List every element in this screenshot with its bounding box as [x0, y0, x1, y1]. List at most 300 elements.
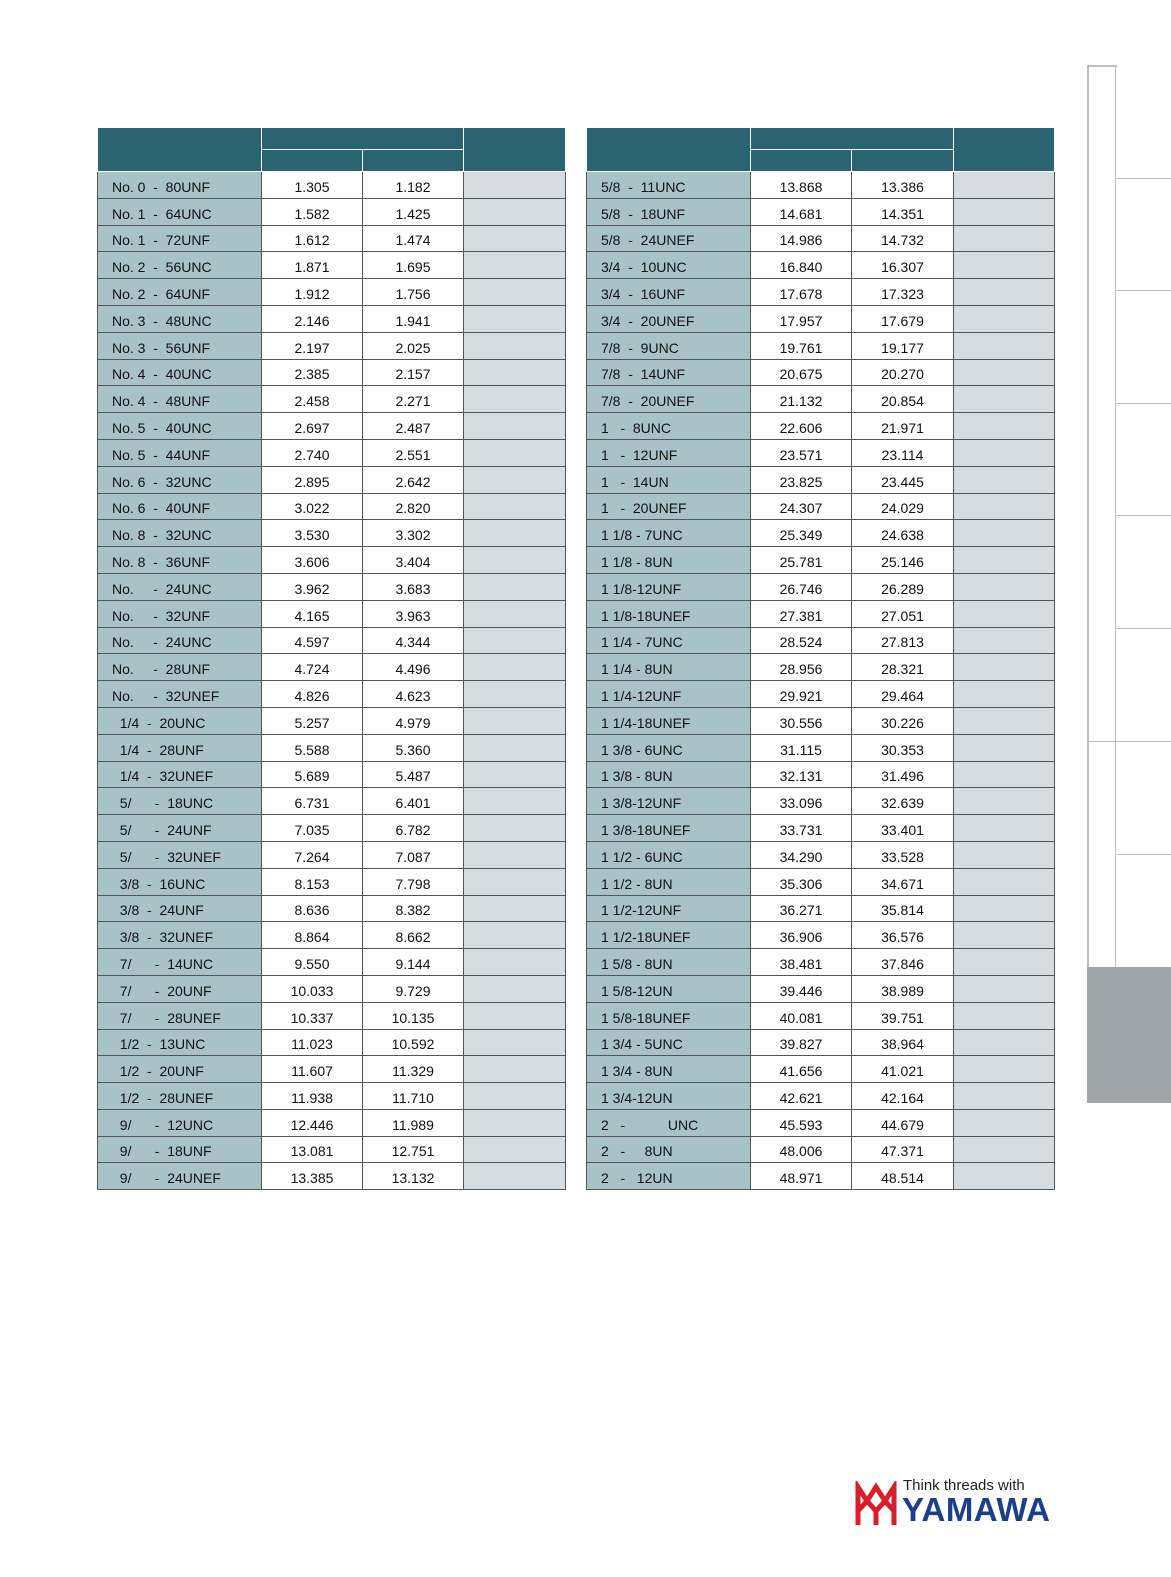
thread-size: 1/4 - 32UNEF	[98, 761, 262, 788]
table-row	[587, 815, 1055, 842]
table-row	[98, 1163, 566, 1190]
header-col-a	[751, 150, 852, 172]
empty-cell	[464, 1163, 566, 1190]
value-b: 36.576	[852, 922, 954, 949]
table-row	[98, 734, 566, 761]
value-a: 1.912	[262, 279, 363, 306]
value-b: 1.425	[363, 198, 464, 225]
empty-cell	[954, 520, 1055, 547]
value-b: 5.487	[363, 761, 464, 788]
table-row	[587, 466, 1055, 493]
value-a: 25.781	[751, 547, 852, 574]
thread-size: 1 5/8 - 8UN	[587, 949, 751, 976]
table-row	[587, 949, 1055, 976]
empty-cell	[464, 573, 566, 600]
value-b: 5.360	[363, 734, 464, 761]
thread-table-right	[586, 127, 1055, 1190]
thread-size: 1 - 8UNC	[587, 413, 751, 440]
value-a: 41.656	[751, 1056, 852, 1083]
thread-size: 3/8 - 24UNF	[98, 895, 262, 922]
value-a: 17.678	[751, 279, 852, 306]
empty-cell	[464, 305, 566, 332]
value-a: 26.746	[751, 573, 852, 600]
value-a: 36.271	[751, 895, 852, 922]
table-row	[587, 225, 1055, 252]
value-a: 39.827	[751, 1029, 852, 1056]
thread-size: 1 1/4 - 8UN	[587, 654, 751, 681]
thread-size: 1/2 - 28UNEF	[98, 1083, 262, 1110]
value-b: 23.445	[852, 466, 954, 493]
empty-cell	[954, 279, 1055, 306]
empty-cell	[464, 788, 566, 815]
table-row	[98, 439, 566, 466]
table-row	[587, 1083, 1055, 1110]
value-a: 12.446	[262, 1109, 363, 1136]
value-b: 13.132	[363, 1163, 464, 1190]
value-a: 2.197	[262, 332, 363, 359]
value-a: 33.096	[751, 788, 852, 815]
value-b: 39.751	[852, 1002, 954, 1029]
table-row	[587, 547, 1055, 574]
table-row	[587, 1002, 1055, 1029]
empty-cell	[464, 439, 566, 466]
value-b: 24.029	[852, 493, 954, 520]
value-a: 13.081	[262, 1136, 363, 1163]
table-row	[587, 975, 1055, 1002]
empty-cell	[954, 949, 1055, 976]
value-b: 1.474	[363, 225, 464, 252]
table-row	[587, 600, 1055, 627]
thread-size: 1 1/8 - 8UN	[587, 547, 751, 574]
value-a: 38.481	[751, 949, 852, 976]
value-b: 44.679	[852, 1109, 954, 1136]
table-row	[98, 707, 566, 734]
empty-cell	[464, 466, 566, 493]
value-b: 47.371	[852, 1136, 954, 1163]
thread-size: 1 3/4 - 5UNC	[587, 1029, 751, 1056]
value-b: 25.146	[852, 547, 954, 574]
header-size	[587, 128, 751, 172]
value-b: 27.813	[852, 627, 954, 654]
value-b: 16.307	[852, 252, 954, 279]
empty-cell	[954, 1136, 1055, 1163]
empty-cell	[954, 895, 1055, 922]
thread-size: 1 3/8 - 8UN	[587, 761, 751, 788]
thread-size: 9/ - 24UNEF	[98, 1163, 262, 1190]
thread-size: 3/4 - 16UNF	[587, 279, 751, 306]
thread-size: 1 3/8 - 6UNC	[587, 734, 751, 761]
table-row	[98, 1109, 566, 1136]
empty-cell	[954, 1109, 1055, 1136]
table-row	[98, 922, 566, 949]
thread-size: 1 - 12UNF	[587, 439, 751, 466]
value-b: 1.756	[363, 279, 464, 306]
thread-size: 1 1/2-12UNF	[587, 895, 751, 922]
table-row	[587, 627, 1055, 654]
empty-cell	[954, 681, 1055, 708]
value-b: 7.087	[363, 841, 464, 868]
table-row	[98, 520, 566, 547]
header-group	[751, 128, 954, 150]
value-b: 4.344	[363, 627, 464, 654]
thread-size: No. 6 - 40UNF	[98, 493, 262, 520]
empty-cell	[954, 305, 1055, 332]
table-row	[98, 868, 566, 895]
thread-size: 7/ - 28UNEF	[98, 1002, 262, 1029]
value-b: 4.496	[363, 654, 464, 681]
thread-size: 5/8 - 11UNC	[587, 172, 751, 199]
empty-cell	[954, 600, 1055, 627]
value-a: 39.446	[751, 975, 852, 1002]
value-a: 5.588	[262, 734, 363, 761]
thread-size: 9/ - 12UNC	[98, 1109, 262, 1136]
thread-size: No. - 32UNF	[98, 600, 262, 627]
thread-size: No. 4 - 40UNC	[98, 359, 262, 386]
value-a: 17.957	[751, 305, 852, 332]
value-a: 11.607	[262, 1056, 363, 1083]
table-row	[98, 573, 566, 600]
thread-size: 1 1/2-18UNEF	[587, 922, 751, 949]
value-b: 2.642	[363, 466, 464, 493]
empty-cell	[464, 1056, 566, 1083]
thread-size: 1 1/2 - 8UN	[587, 868, 751, 895]
header-size	[98, 128, 262, 172]
value-b: 29.464	[852, 681, 954, 708]
thread-size: No. 8 - 36UNF	[98, 547, 262, 574]
empty-cell	[464, 1002, 566, 1029]
header-extra	[464, 128, 566, 172]
value-b: 2.487	[363, 413, 464, 440]
table-row	[587, 761, 1055, 788]
value-a: 30.556	[751, 707, 852, 734]
empty-cell	[464, 1029, 566, 1056]
empty-cell	[954, 922, 1055, 949]
value-a: 13.868	[751, 172, 852, 199]
value-b: 33.401	[852, 815, 954, 842]
table-row	[98, 841, 566, 868]
thread-size: 2 - 8UN	[587, 1136, 751, 1163]
table-row	[587, 332, 1055, 359]
value-a: 4.826	[262, 681, 363, 708]
thread-size: 1 3/4-12UN	[587, 1083, 751, 1110]
value-b: 9.729	[363, 975, 464, 1002]
value-b: 3.302	[363, 520, 464, 547]
value-a: 2.385	[262, 359, 363, 386]
table-row	[587, 681, 1055, 708]
empty-cell	[954, 707, 1055, 734]
empty-cell	[464, 895, 566, 922]
value-a: 21.132	[751, 386, 852, 413]
thread-size: No. - 32UNEF	[98, 681, 262, 708]
value-b: 30.353	[852, 734, 954, 761]
empty-cell	[954, 466, 1055, 493]
value-a: 3.530	[262, 520, 363, 547]
header-extra	[954, 128, 1055, 172]
value-b: 14.732	[852, 225, 954, 252]
value-a: 4.597	[262, 627, 363, 654]
empty-cell	[464, 734, 566, 761]
thread-size: 1 1/4-12UNF	[587, 681, 751, 708]
value-a: 19.761	[751, 332, 852, 359]
thread-size: 7/8 - 14UNF	[587, 359, 751, 386]
thread-size: No. 1 - 64UNC	[98, 198, 262, 225]
empty-cell	[464, 949, 566, 976]
thread-size: No. 1 - 72UNF	[98, 225, 262, 252]
value-b: 1.182	[363, 172, 464, 199]
value-b: 1.941	[363, 305, 464, 332]
value-a: 4.724	[262, 654, 363, 681]
table-row	[587, 493, 1055, 520]
thread-size: No. 6 - 32UNC	[98, 466, 262, 493]
value-b: 8.662	[363, 922, 464, 949]
table-row	[98, 600, 566, 627]
thread-size: 5/ - 18UNC	[98, 788, 262, 815]
empty-cell	[954, 1083, 1055, 1110]
table-row	[98, 493, 566, 520]
thread-size: 1 3/8-18UNEF	[587, 815, 751, 842]
table-row	[98, 788, 566, 815]
thread-size: No. - 24UNC	[98, 573, 262, 600]
value-a: 5.257	[262, 707, 363, 734]
empty-cell	[464, 520, 566, 547]
table-row	[587, 841, 1055, 868]
value-a: 2.697	[262, 413, 363, 440]
thread-size: No. 8 - 32UNC	[98, 520, 262, 547]
table-row	[98, 1056, 566, 1083]
thread-size: 7/ - 20UNF	[98, 975, 262, 1002]
value-a: 2.740	[262, 439, 363, 466]
empty-cell	[954, 198, 1055, 225]
logo-brand: YAMAWA	[902, 1491, 1051, 1528]
value-b: 32.639	[852, 788, 954, 815]
value-a: 10.337	[262, 1002, 363, 1029]
value-b: 7.798	[363, 868, 464, 895]
value-b: 2.820	[363, 493, 464, 520]
logo-tagline: Think threads with	[903, 1477, 1025, 1494]
value-a: 42.621	[751, 1083, 852, 1110]
empty-cell	[954, 734, 1055, 761]
thread-size: 5/ - 24UNF	[98, 815, 262, 842]
value-b: 37.846	[852, 949, 954, 976]
empty-cell	[464, 654, 566, 681]
value-a: 29.921	[751, 681, 852, 708]
empty-cell	[464, 359, 566, 386]
empty-cell	[954, 252, 1055, 279]
empty-cell	[954, 841, 1055, 868]
thread-size: No. 4 - 48UNF	[98, 386, 262, 413]
value-b: 13.386	[852, 172, 954, 199]
table-row	[587, 922, 1055, 949]
thread-size: 2 - 12UN	[587, 1163, 751, 1190]
empty-cell	[464, 252, 566, 279]
thread-size: 1 1/4 - 7UNC	[587, 627, 751, 654]
value-a: 7.035	[262, 815, 363, 842]
value-a: 1.871	[262, 252, 363, 279]
value-b: 34.671	[852, 868, 954, 895]
value-a: 35.306	[751, 868, 852, 895]
value-b: 48.514	[852, 1163, 954, 1190]
value-b: 2.551	[363, 439, 464, 466]
empty-cell	[464, 868, 566, 895]
empty-cell	[464, 1109, 566, 1136]
table-row	[98, 627, 566, 654]
table-row	[587, 359, 1055, 386]
empty-cell	[954, 627, 1055, 654]
empty-cell	[954, 332, 1055, 359]
empty-cell	[954, 413, 1055, 440]
value-b: 11.989	[363, 1109, 464, 1136]
value-b: 38.964	[852, 1029, 954, 1056]
table-row	[587, 305, 1055, 332]
value-b: 33.528	[852, 841, 954, 868]
value-b: 11.329	[363, 1056, 464, 1083]
value-a: 32.131	[751, 761, 852, 788]
value-b: 17.679	[852, 305, 954, 332]
value-a: 34.290	[751, 841, 852, 868]
value-b: 6.401	[363, 788, 464, 815]
value-b: 41.021	[852, 1056, 954, 1083]
table-row	[587, 734, 1055, 761]
active-index-tab[interactable]	[1087, 967, 1171, 1103]
value-a: 8.864	[262, 922, 363, 949]
value-b: 30.226	[852, 707, 954, 734]
value-b: 4.623	[363, 681, 464, 708]
table-row	[587, 868, 1055, 895]
table-row	[98, 761, 566, 788]
value-a: 2.458	[262, 386, 363, 413]
table-row	[98, 413, 566, 440]
thread-size: 1/2 - 20UNF	[98, 1056, 262, 1083]
empty-cell	[464, 681, 566, 708]
value-b: 10.135	[363, 1002, 464, 1029]
value-b: 23.114	[852, 439, 954, 466]
value-b: 28.321	[852, 654, 954, 681]
table-row	[587, 1056, 1055, 1083]
value-b: 11.710	[363, 1083, 464, 1110]
value-a: 20.675	[751, 359, 852, 386]
empty-cell	[954, 1056, 1055, 1083]
empty-cell	[464, 493, 566, 520]
value-b: 21.971	[852, 413, 954, 440]
thread-size: 1 - 20UNEF	[587, 493, 751, 520]
side-index-tabs	[1087, 65, 1171, 1105]
value-b: 10.592	[363, 1029, 464, 1056]
value-b: 3.683	[363, 573, 464, 600]
empty-cell	[464, 1083, 566, 1110]
thread-size: 3/8 - 32UNEF	[98, 922, 262, 949]
thread-size: 5/8 - 24UNEF	[587, 225, 751, 252]
empty-cell	[954, 386, 1055, 413]
thread-size: No. 5 - 44UNF	[98, 439, 262, 466]
value-a: 7.264	[262, 841, 363, 868]
table-row	[98, 815, 566, 842]
table-row	[98, 466, 566, 493]
yamawa-mark-icon	[855, 1481, 901, 1527]
value-b: 20.854	[852, 386, 954, 413]
empty-cell	[954, 975, 1055, 1002]
table-row	[98, 305, 566, 332]
header-group	[262, 128, 464, 150]
empty-cell	[464, 815, 566, 842]
value-a: 24.307	[751, 493, 852, 520]
thread-size: 1 1/4-18UNEF	[587, 707, 751, 734]
empty-cell	[464, 627, 566, 654]
value-a: 8.636	[262, 895, 363, 922]
value-a: 40.081	[751, 1002, 852, 1029]
thread-size: 1 5/8-18UNEF	[587, 1002, 751, 1029]
thread-size: 1 1/8-18UNEF	[587, 600, 751, 627]
table-row	[587, 386, 1055, 413]
thread-size: 3/4 - 10UNC	[587, 252, 751, 279]
thread-size: 9/ - 18UNF	[98, 1136, 262, 1163]
table-row	[98, 975, 566, 1002]
thread-size: 2 - UNC	[587, 1109, 751, 1136]
value-b: 2.157	[363, 359, 464, 386]
empty-cell	[954, 172, 1055, 199]
empty-cell	[954, 1002, 1055, 1029]
table-row	[587, 573, 1055, 600]
thread-size: 1 1/8 - 7UNC	[587, 520, 751, 547]
value-a: 14.681	[751, 198, 852, 225]
thread-size: 1 3/4 - 8UN	[587, 1056, 751, 1083]
value-b: 2.025	[363, 332, 464, 359]
table-row	[98, 386, 566, 413]
value-a: 28.956	[751, 654, 852, 681]
table-row	[98, 359, 566, 386]
table-row	[587, 1109, 1055, 1136]
value-b: 3.404	[363, 547, 464, 574]
table-row	[98, 547, 566, 574]
value-b: 4.979	[363, 707, 464, 734]
table-row	[587, 172, 1055, 199]
empty-cell	[464, 975, 566, 1002]
empty-cell	[954, 761, 1055, 788]
thread-size: No. - 28UNF	[98, 654, 262, 681]
empty-cell	[954, 225, 1055, 252]
value-a: 1.582	[262, 198, 363, 225]
empty-cell	[464, 279, 566, 306]
value-a: 3.962	[262, 573, 363, 600]
value-b: 8.382	[363, 895, 464, 922]
thread-size: 1 - 14UN	[587, 466, 751, 493]
table-row	[98, 681, 566, 708]
thread-table-left	[97, 127, 566, 1190]
table-row	[98, 279, 566, 306]
empty-cell	[464, 922, 566, 949]
table-row	[587, 198, 1055, 225]
empty-cell	[954, 439, 1055, 466]
thread-size: 5/8 - 18UNF	[587, 198, 751, 225]
value-a: 10.033	[262, 975, 363, 1002]
value-b: 14.351	[852, 198, 954, 225]
thread-size: 1/4 - 20UNC	[98, 707, 262, 734]
thread-size: 1 3/8-12UNF	[587, 788, 751, 815]
header-col-a	[262, 150, 363, 172]
value-a: 11.023	[262, 1029, 363, 1056]
value-b: 24.638	[852, 520, 954, 547]
thread-size: 5/ - 32UNEF	[98, 841, 262, 868]
value-a: 23.825	[751, 466, 852, 493]
thread-size: No. 2 - 64UNF	[98, 279, 262, 306]
table-row	[587, 1163, 1055, 1190]
thread-size: No. - 24UNC	[98, 627, 262, 654]
value-b: 1.695	[363, 252, 464, 279]
empty-cell	[954, 815, 1055, 842]
value-a: 48.971	[751, 1163, 852, 1190]
table-row	[98, 332, 566, 359]
thread-size: 1/4 - 28UNF	[98, 734, 262, 761]
empty-cell	[954, 573, 1055, 600]
